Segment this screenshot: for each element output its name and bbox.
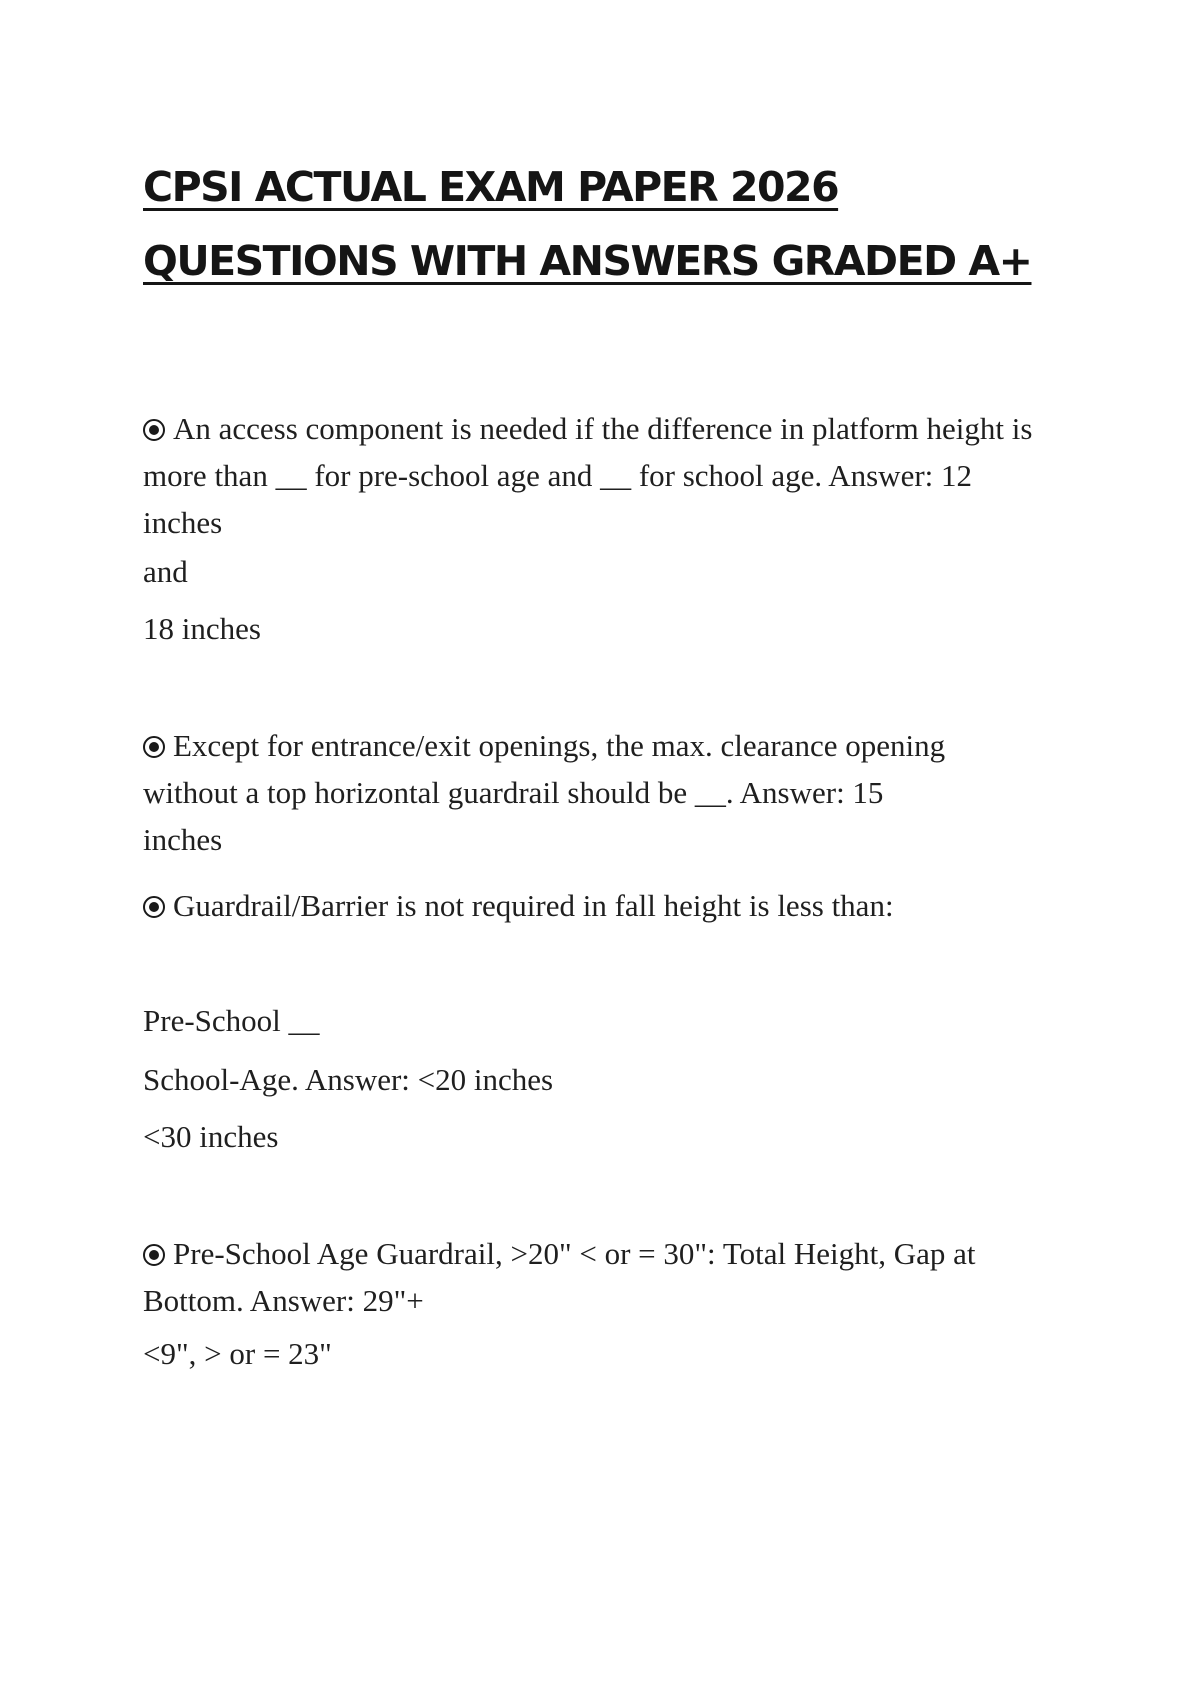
radio-bullet-icon — [143, 419, 165, 441]
question-4 — [143, 1230, 1003, 1324]
question-4-line-2: <9", > or = 23" — [143, 1336, 332, 1371]
radio-bullet-icon — [143, 736, 165, 758]
document-title-text: CPSI ACTUAL EXAM PAPER 2026 QUESTIONS WITH ANSWERS GRADED A+ — [143, 163, 1032, 285]
question-3-text: Guardrail/Barrier is not required in fall height is less than: — [173, 888, 894, 923]
radio-bullet-icon — [143, 1244, 165, 1266]
question-3-line-4: <30 inches — [143, 1119, 279, 1154]
question-3-line-2: Pre-School __ — [143, 1003, 320, 1038]
question-3-line-3: School-Age. Answer: <20 inches — [143, 1062, 554, 1097]
radio-bullet-icon — [143, 896, 165, 918]
document-title — [143, 150, 1063, 298]
question-1-answer-line-3: 18 inches — [143, 611, 261, 646]
question-2 — [143, 722, 963, 863]
question-2-text: Except for entrance/exit openings, the max. clearance opening without a top horizontal guardrail should be __. Answer: 15 inches — [143, 728, 946, 857]
question-4-text: Pre-School Age Guardrail, >20" < or = 30": Total Height, Gap at Bottom. Answer: 29"+ — [143, 1236, 976, 1318]
question-1 — [143, 405, 1043, 546]
question-3 — [143, 882, 1043, 929]
question-1-answer-line-2: and — [143, 554, 188, 589]
document-page — [143, 0, 1063, 1700]
question-1-text: An access component is needed if the difference in platform height is more than __ for pre-school age and __ for school age. Answer: 12 inches — [143, 411, 1033, 540]
